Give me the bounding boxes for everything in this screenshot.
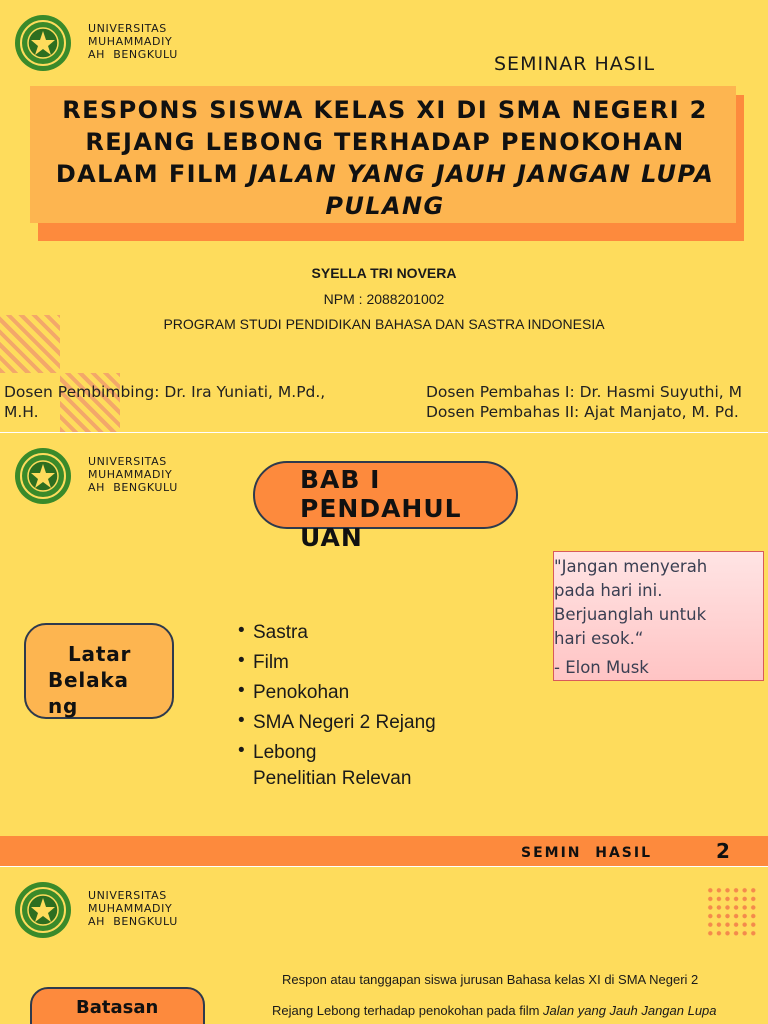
thesis-title <box>30 94 740 222</box>
university-name: UNIVERSITAS MUHAMMADIY AH BENGKULU <box>88 455 178 494</box>
quote-author: - Elon Musk <box>554 658 649 677</box>
university-logo-icon <box>14 881 72 939</box>
page-number: 2 <box>716 839 730 863</box>
list-item: • Sastra <box>238 618 436 648</box>
list-item: • SMA Negeri 2 Rejang <box>238 708 436 738</box>
author-npm: NPM : 2088201002 <box>323 291 445 307</box>
quote-text: "Jangan menyerah pada hari ini. Berjuanglah untuk hari esok.“ <box>554 557 708 648</box>
footer-bar <box>0 836 768 866</box>
university-logo-icon <box>14 447 72 505</box>
list-item: • Lebong <box>238 738 436 768</box>
author-name: SYELLA TRI NOVERA <box>311 265 457 281</box>
paragraph-line: Respon atau tanggapan siswa jurusan Bahasa kelas XI di SMA Negeri 2 <box>282 972 699 987</box>
seminar-label: SEMINAR HASIL <box>494 53 656 75</box>
thesis-title-plain: RESPONS SISWA KELAS XI DI SMA NEGERI 2 REJANG LEBONG TERHADAP PENOKOHAN DALAM FILM <box>55 96 708 188</box>
examiner-info: Dosen Pembahas I: Dr. Hasmi Suyuthi, M Dosen Pembahas II: Ajat Manjato, M. Pd. <box>426 383 742 421</box>
decorative-stripes <box>0 315 60 373</box>
section-label: Latar Belaka ng <box>48 642 132 718</box>
limitation-slide <box>0 867 768 1024</box>
chapter-title: BAB I PENDAHUL UAN <box>300 465 462 552</box>
university-logo-icon <box>14 14 72 72</box>
thesis-title-italic: JALAN YANG JAUH JANGAN LUPA PULANG <box>248 160 715 220</box>
footer-label: SEMIN HASIL <box>521 845 653 861</box>
decorative-dots <box>706 886 758 938</box>
list-item: • Film <box>238 648 436 678</box>
study-program: PROGRAM STUDI PENDIDIKAN BAHASA DAN SASTRA INDONESIA <box>163 316 605 332</box>
advisor-info: Dosen Pembimbing: Dr. Ira Yuniati, M.Pd., M.H. <box>4 383 326 421</box>
paragraph-line: Rejang Lebong terhadap penokohan pada film Jalan yang Jauh Jangan Lupa <box>272 1003 717 1018</box>
list-item-extra: Penelitian Relevan <box>253 768 412 789</box>
section-label: Batasan <box>76 997 159 1018</box>
university-name: UNIVERSITAS MUHAMMADIY AH BENGKULU <box>88 889 178 928</box>
list-item: • Penokohan <box>238 678 436 708</box>
chapter-slide <box>0 433 768 866</box>
title-slide <box>0 0 768 432</box>
topic-list <box>238 618 436 768</box>
university-name: UNIVERSITAS MUHAMMADIY AH BENGKULU <box>88 22 178 61</box>
